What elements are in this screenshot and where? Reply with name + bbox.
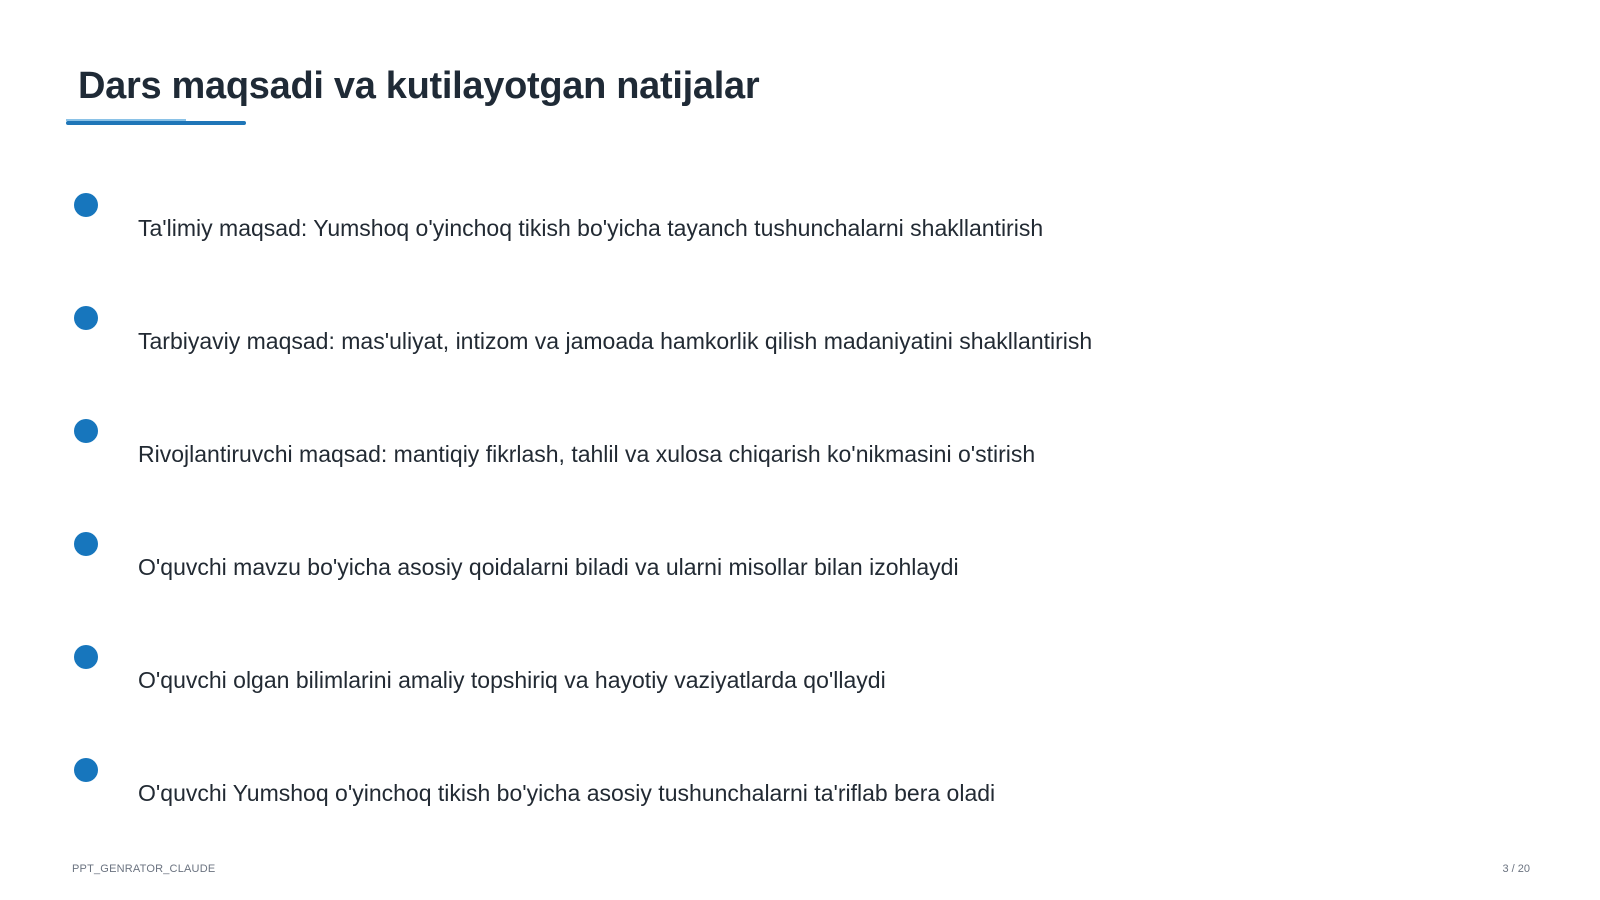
bullet-dot-icon xyxy=(74,419,98,443)
footer-source-label: PPT_GENRATOR_CLAUDE xyxy=(72,863,216,875)
bullet-text: O'quvchi olgan bilimlarini amaliy topshiriq va hayotiy vaziyatlarda qo'llaydi xyxy=(138,667,886,693)
bullet-dot-icon xyxy=(74,306,98,330)
bullet-dot-icon xyxy=(74,532,98,556)
list-item xyxy=(0,306,1400,366)
list-item xyxy=(0,532,1400,592)
list-item xyxy=(0,193,1400,253)
bullet-text: Tarbiyaviy maqsad: mas'uliyat, intizom va jamoada hamkorlik qilish madaniyatini shakllantirish xyxy=(138,328,1093,354)
slide-title: Dars maqsadi va kutilayotgan natijalar xyxy=(78,65,760,107)
bullet-text: O'quvchi mavzu bo'yicha asosiy qoidalarni biladi va ularni misollar bilan izohlaydi xyxy=(138,554,959,580)
bullet-text: O'quvchi Yumshoq o'yinchoq tikish bo'yicha asosiy tushunchalarni ta'riflab bera oladi xyxy=(138,780,996,806)
list-item xyxy=(0,419,1400,479)
bullet-dot-icon xyxy=(74,645,98,669)
page-indicator: 3 / 20 xyxy=(1502,863,1530,875)
bullet-text: Ta'limiy maqsad: Yumshoq o'yinchoq tikish bo'yicha tayanch tushunchalarni shakllantirish xyxy=(138,215,1044,241)
bullet-text: Rivojlantiruvchi maqsad: mantiqiy fikrlash, tahlil va xulosa chiqarish ko'nikmasini o'stirish xyxy=(138,441,1036,467)
bullet-dot-icon xyxy=(74,193,98,217)
list-item xyxy=(0,645,1400,705)
bullet-dot-icon xyxy=(74,758,98,782)
list-item xyxy=(0,758,1400,818)
